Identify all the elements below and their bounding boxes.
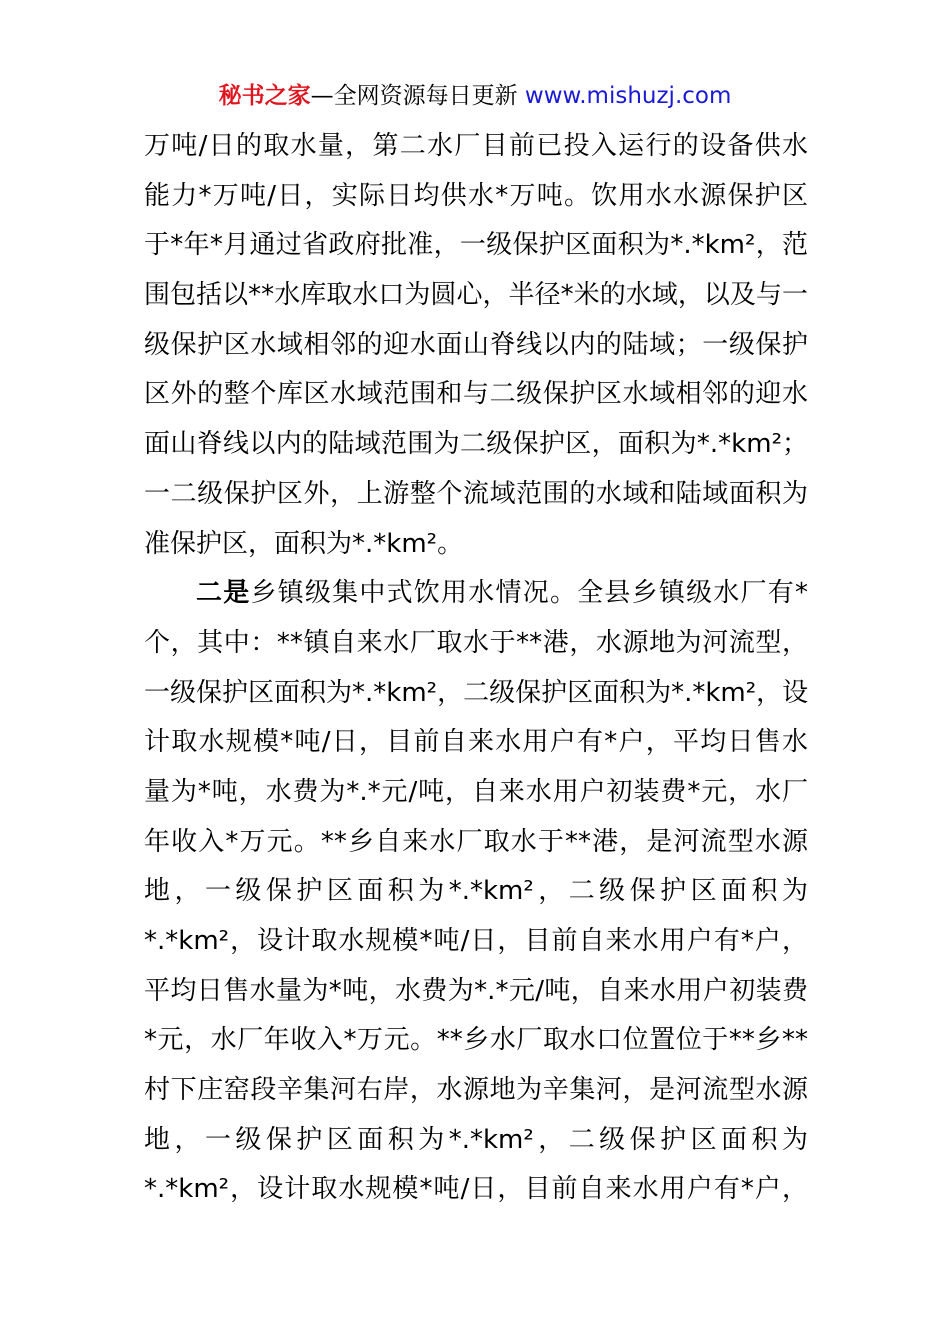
- text-line: 万吨/日的取水量，第二水厂目前已投入运行的设备供水: [144, 131, 808, 161]
- text-line: 区外的整个库区水域范围和与二级保护区水域相邻的迎水: [144, 379, 808, 410]
- document-body: [144, 122, 808, 1215]
- text-line: *.*km²，设计取水规模*吨/日，目前自来水用户有*户，: [144, 1174, 808, 1205]
- paragraph-2: [144, 569, 808, 1215]
- text-line: 村下庄窑段辛集河右岸，水源地为辛集河，是河流型水源: [144, 1075, 808, 1106]
- header-tagline: —全网资源每日更新: [310, 83, 525, 109]
- page-header: [0, 78, 950, 114]
- text-line: 平均日售水量为*吨，水费为*.*元/吨，自来水用户初装费: [144, 975, 808, 1006]
- text-line: 年收入*万元。**乡自来水厂取水于**港，是河流型水源: [144, 826, 808, 857]
- text-line: 级保护区水域相邻的迎水面山脊线以内的陆域；一级保护: [144, 329, 808, 360]
- text-line: 围包括以**水库取水口为圆心，半径*米的水域，以及与一: [144, 280, 808, 311]
- text-line: 面山脊线以内的陆域范围为二级保护区，面积为*.*km²；: [144, 429, 808, 460]
- text-line: 准保护区，面积为*.*km²。: [144, 528, 464, 559]
- paragraph-lead: 二是: [196, 578, 251, 609]
- text-line: [144, 569, 808, 619]
- text-line: 于*年*月通过省政府批准，一级保护区面积为*.*km²，范: [144, 230, 808, 261]
- text-line: 能力*万吨/日，实际日均供水*万吨。饮用水水源保护区: [144, 180, 808, 211]
- text-line: *元，水厂年收入*万元。**乡水厂取水口位置位于**乡**: [144, 1025, 808, 1056]
- text-line: 计取水规模*吨/日，目前自来水用户有*户，平均日售水: [144, 727, 808, 758]
- text-line: 地，一级保护区面积为*.*km²，二级保护区面积为: [144, 1124, 808, 1155]
- paragraph-1: [144, 122, 808, 569]
- text-line: 量为*吨，水费为*.*元/吨，自来水用户初装费*元，水厂: [144, 776, 808, 807]
- text-line: 一二级保护区外，上游整个流域范围的水域和陆域面积为: [144, 478, 808, 509]
- text-line: *.*km²，设计取水规模*吨/日，目前自来水用户有*户，: [144, 926, 808, 956]
- text-line: 一级保护区面积为*.*km²，二级保护区面积为*.*km²，设: [144, 677, 809, 708]
- site-url-link[interactable]: www.mishuzj.com: [524, 83, 732, 109]
- brand-name: 秘书之家: [218, 83, 311, 109]
- text-line: 地，一级保护区面积为*.*km²，二级保护区面积为: [144, 876, 808, 907]
- paragraph-text: 乡镇级集中式饮用水情况。全县乡镇级水厂有*: [250, 578, 808, 609]
- text-line: 个，其中：**镇自来水厂取水于**港，水源地为河流型，: [144, 627, 808, 658]
